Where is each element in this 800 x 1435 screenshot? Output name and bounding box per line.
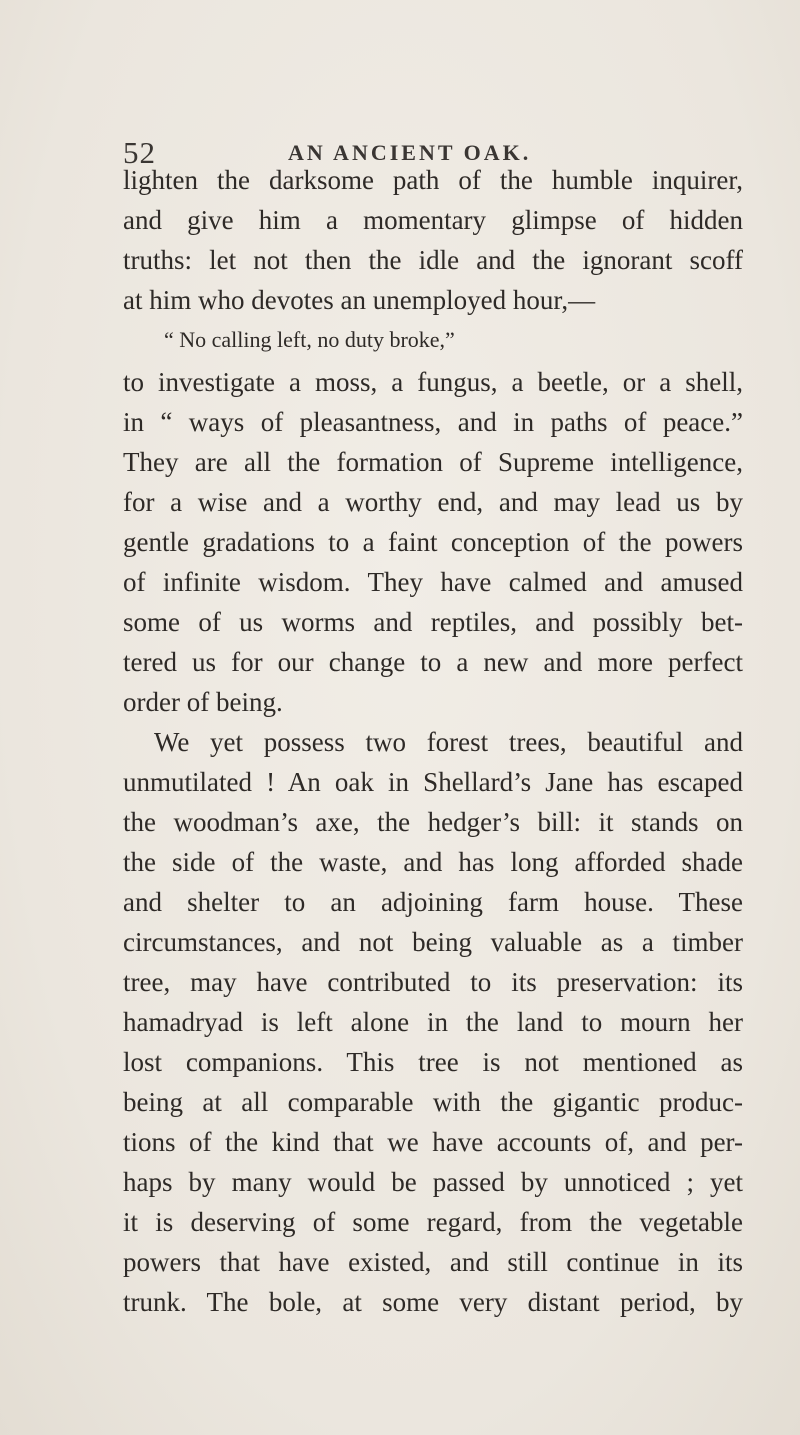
text-line: in “ ways of pleasantness, and in paths of peace.”	[123, 407, 743, 437]
paragraph-first-line: We yet possess two forest trees, beautiful and	[154, 727, 743, 757]
text-line: order of being.	[123, 687, 283, 717]
text-line: truths: let not then the idle and the ignorant scoff	[123, 245, 743, 275]
text-line: some of us worms and reptiles, and possibly bet-	[123, 607, 743, 637]
text-line: it is deserving of some regard, from the vegetable	[123, 1207, 743, 1237]
text-line: of infinite wisdom. They have calmed and amused	[123, 567, 743, 597]
running-head: AN ANCIENT OAK.	[288, 140, 532, 165]
text-line: and give him a momentary glimpse of hidden	[123, 205, 743, 235]
text-line: lighten the darksome path of the humble inquirer,	[123, 165, 743, 195]
page-number: 52	[123, 135, 156, 170]
text-line: circumstances, and not being valuable as a timber	[123, 927, 743, 957]
text-line: powers that have existed, and still continue in its	[123, 1247, 743, 1277]
text-line: tions of the kind that we have accounts of, and per-	[123, 1127, 743, 1157]
text-line: hamadryad is left alone in the land to mourn her	[123, 1007, 743, 1037]
text-line: unmutilated ! An oak in Shellard’s Jane has escaped	[123, 767, 743, 797]
text-line: lost companions. This tree is not mentioned as	[123, 1047, 743, 1077]
text-line: trunk. The bole, at some very distant period, by	[123, 1287, 743, 1317]
text-line: the side of the waste, and has long afforded shade	[123, 847, 743, 877]
text-line: haps by many would be passed by unnoticed ; yet	[123, 1167, 743, 1197]
text-line: the woodman’s axe, the hedger’s bill: it stands on	[123, 807, 743, 837]
text-line: and shelter to an adjoining farm house. These	[123, 887, 743, 917]
text-line: being at all comparable with the gigantic produc-	[123, 1087, 743, 1117]
text-line: for a wise and a worthy end, and may lead us by	[123, 487, 743, 517]
quotation-line: “ No calling left, no duty broke,”	[164, 327, 455, 352]
text-line: to investigate a moss, a fungus, a beetle, or a shell,	[123, 367, 743, 397]
text-line: at him who devotes an unemployed hour,—	[123, 285, 596, 315]
text-line: tree, may have contributed to its preservation: its	[123, 967, 743, 997]
text-line: tered us for our change to a new and more perfect	[123, 647, 743, 677]
text-line: They are all the formation of Supreme intelligence,	[123, 447, 743, 477]
text-line: gentle gradations to a faint conception of the powers	[123, 527, 743, 557]
